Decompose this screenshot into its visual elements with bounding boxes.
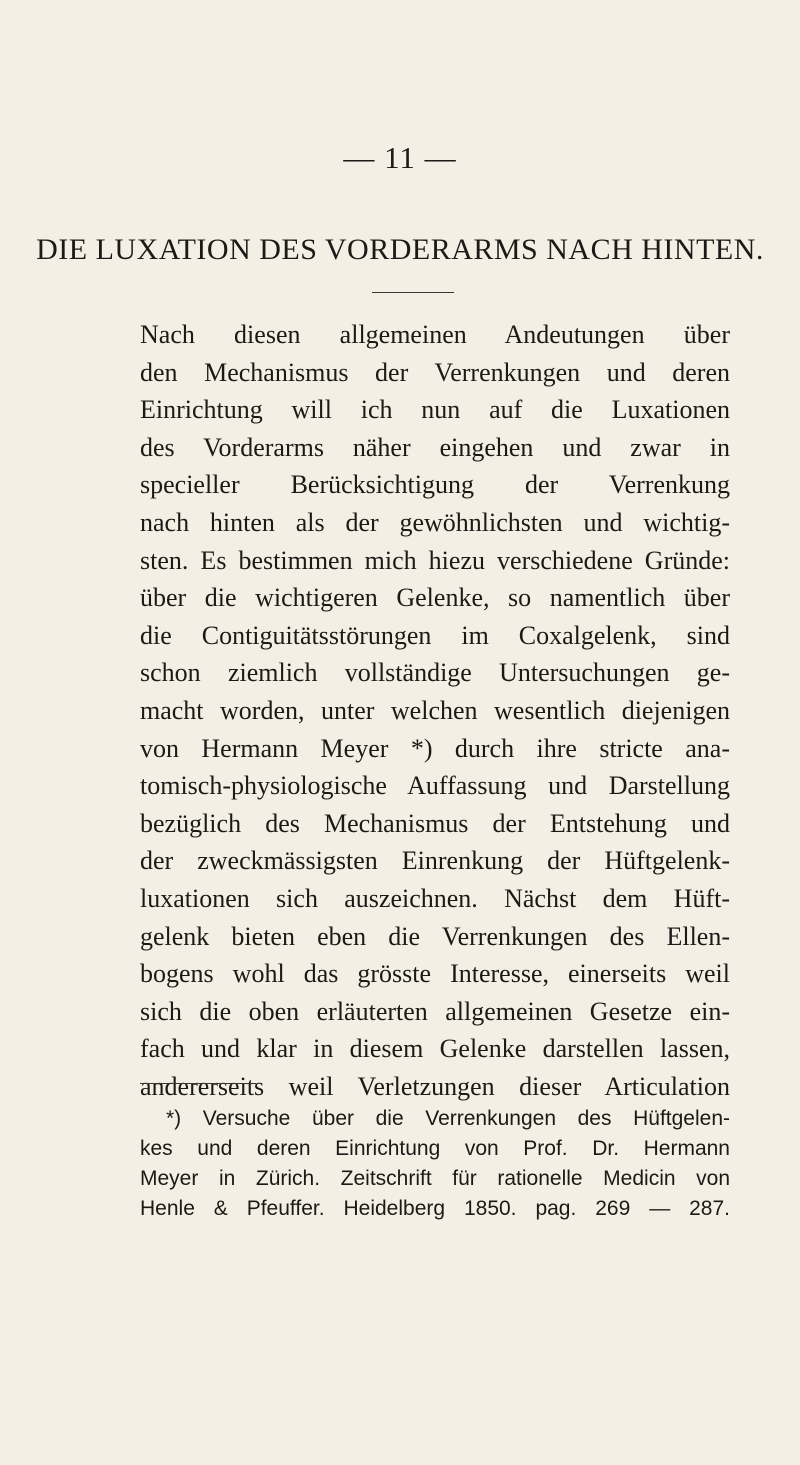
footnote-line: kes und deren Einrichtung von Prof. Dr. Hermann bbox=[140, 1137, 730, 1160]
body-line: bezüglich des Mechanismus der Entstehung und bbox=[140, 808, 730, 838]
body-line: fach und klar in diesem Gelenke darstellen lassen, bbox=[140, 1034, 730, 1064]
title-divider bbox=[372, 292, 454, 293]
body-line: von Hermann Meyer *) durch ihre stricte ana- bbox=[140, 733, 730, 763]
body-line: bogens wohl das grösste Interesse, einerseits weil bbox=[140, 959, 730, 989]
footnote bbox=[140, 1104, 730, 1224]
body-line: sich die oben erläuterten allgemeinen Gesetze ein- bbox=[140, 996, 730, 1026]
body-line: gelenk bieten eben die Verrenkungen des Ellen- bbox=[140, 921, 730, 951]
page-number: — 11 — bbox=[343, 140, 457, 175]
body-line: über die wichtigeren Gelenke, so namentlich über bbox=[140, 583, 730, 613]
body-line: sten. Es bestimmen mich hiezu verschiedene Gründe: bbox=[140, 545, 730, 575]
footnote-line: Henle & Pfeuffer. Heidelberg 1850. pag. 269 — 287. bbox=[140, 1197, 730, 1220]
body-line: den Mechanismus der Verrenkungen und deren bbox=[140, 357, 730, 387]
body-line: nach hinten als der gewöhnlichsten und wichtig- bbox=[140, 507, 730, 537]
body-line: luxationen sich auszeichnen. Nächst dem Hüft- bbox=[140, 883, 730, 913]
footnote-line: Meyer in Zürich. Zeitschrift für rationelle Medicin von bbox=[140, 1167, 730, 1190]
body-line: specieller Berücksichtigung der Verrenkung bbox=[140, 470, 730, 500]
body-line: andererseits weil Verletzungen dieser Articulation bbox=[140, 1071, 730, 1101]
chapter-title: DIE LUXATION DES VORDERARMS NACH HINTEN. bbox=[36, 233, 764, 266]
footnote-divider bbox=[140, 1083, 256, 1084]
footnote-line: *) Versuche über die Verrenkungen des Hüftgelen- bbox=[166, 1107, 730, 1130]
body-line: Nach diesen allgemeinen Andeutungen über bbox=[140, 320, 730, 349]
body-line: tomisch-physiologische Auffassung und Darstellung bbox=[140, 771, 730, 801]
body-line: schon ziemlich vollständige Untersuchungen ge- bbox=[140, 658, 730, 688]
body-line: macht worden, unter welchen wesentlich diejenigen bbox=[140, 695, 730, 725]
body-text bbox=[140, 316, 730, 1105]
body-line: der zweckmässigsten Einrenkung der Hüftgelenk- bbox=[140, 846, 730, 876]
body-line: die Contiguitätsstörungen im Coxalgelenk, sind bbox=[140, 620, 730, 650]
body-line: des Vorderarms näher eingehen und zwar in bbox=[140, 432, 730, 462]
body-line: Einrichtung will ich nun auf die Luxationen bbox=[140, 395, 730, 425]
